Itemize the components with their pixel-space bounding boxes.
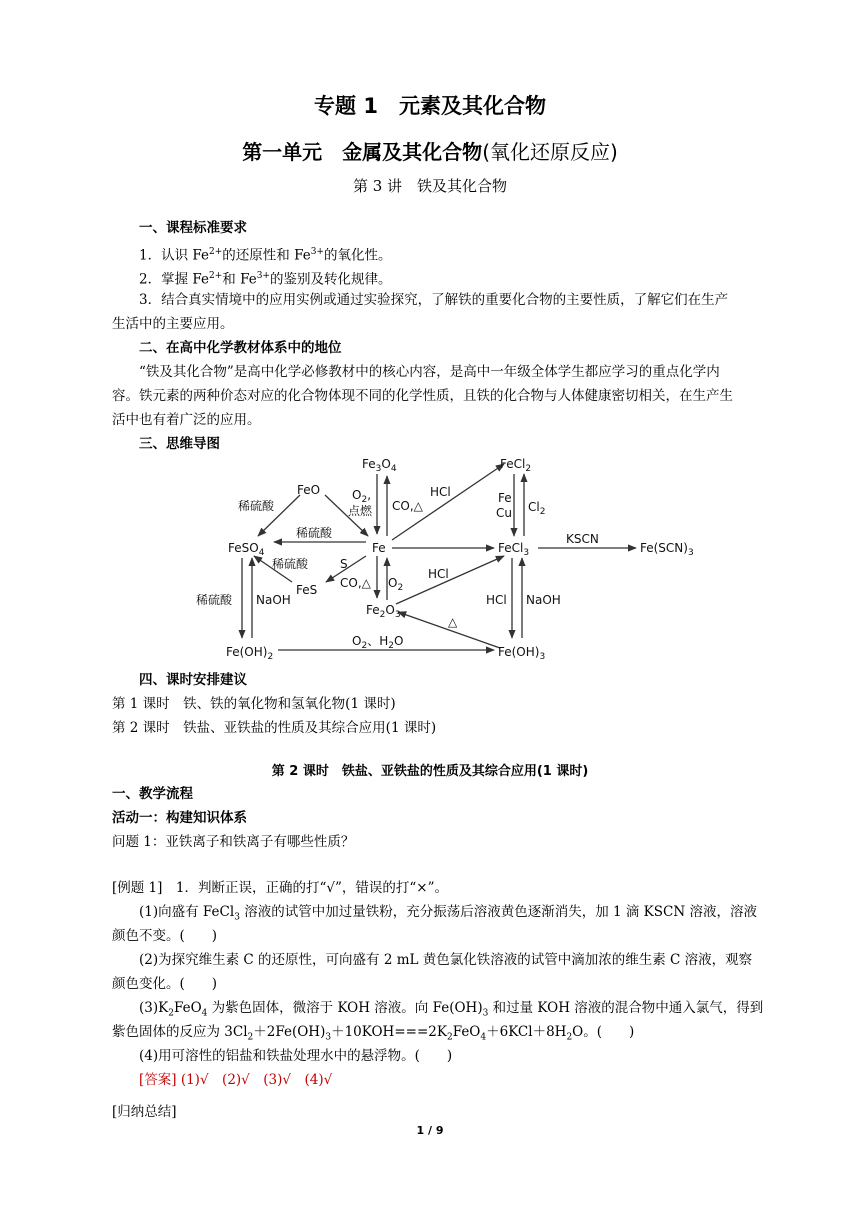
sec2-heading: 二、在高中化学教材体系中的地位 bbox=[139, 340, 342, 356]
sec4-heading: 四、课时安排建议 bbox=[139, 672, 247, 688]
label-dilute-acid-2: 稀硫酸 bbox=[296, 526, 333, 540]
activity-heading: 活动一：构建知识体系 bbox=[112, 810, 247, 826]
unit-title-paren: (氧化还原反应) bbox=[482, 140, 618, 164]
node-fescn3: $Fe(SCN)_3$ bbox=[640, 541, 694, 558]
label-hcl-1: HCl bbox=[430, 485, 451, 499]
label-s: S bbox=[340, 557, 348, 571]
example-q1-line1: (1)向盛有 FeCl$_3$ 溶液的试管中加过量铁粉，充分振荡后溶液黄色逐渐消失，加 1 滴 KSCN 溶液，溶液 bbox=[139, 904, 757, 923]
sec2-line1: “铁及其化合物”是高中化学必修教材中的核心内容，是高中一年级全体学生都应学习的重点化学内 bbox=[139, 364, 720, 380]
node-fe2o3: $Fe_2O_3$ bbox=[366, 603, 401, 620]
question-1: 问题 1：亚铁离子和铁离子有哪些性质？ bbox=[112, 834, 355, 850]
sec1-item3-line2: 生活中的主要应用。 bbox=[112, 316, 234, 332]
label-o2: $O_2$, bbox=[352, 488, 372, 505]
lecture-title: 第 3 讲 铁及其化合物 bbox=[352, 177, 508, 195]
label-o2-b: $O_2$ bbox=[388, 576, 404, 593]
label-dilute-acid-4: 稀硫酸 bbox=[196, 593, 233, 607]
label-heat: △ bbox=[448, 615, 458, 629]
sec4-line2: 第 2 课时 铁盐、亚铁盐的性质及其综合应用(1 课时) bbox=[112, 720, 437, 736]
label-naoh-1: NaOH bbox=[256, 593, 291, 607]
sec4-line1: 第 1 课时 铁、铁的氧化物和氢氧化物(1 课时) bbox=[112, 696, 396, 712]
label-dilute-acid-3: 稀硫酸 bbox=[272, 557, 309, 571]
label-cu-reductant: Cu bbox=[496, 506, 512, 520]
node-fe3o4: $Fe_3O_4$ bbox=[362, 457, 397, 474]
label-dilute-acid-1: 稀硫酸 bbox=[238, 499, 275, 513]
example-q2-line2: 颜色变化。( ) bbox=[112, 976, 218, 992]
topic-title: 专题 1 元素及其化合物 bbox=[314, 94, 546, 118]
node-feoh2: $Fe(OH)_2$ bbox=[226, 645, 274, 662]
example-answer: [答案] (1)√ (2)√ (3)√ (4)√ bbox=[139, 1072, 333, 1088]
sec1-item2: 2．掌握 $Fe^{2+}$和 $Fe^{3+}$的鉴别及转化规律。 bbox=[139, 271, 392, 288]
label-cl2: $Cl_2$ bbox=[528, 500, 546, 517]
unit-title-main: 第一单元 金属及其化合物 bbox=[242, 140, 483, 164]
example-intro: [例题 1] 1．判断正误，正确的打“√”，错误的打“×”。 bbox=[112, 880, 449, 896]
sec2-line2: 容。铁元素的两种价态对应的化合物体现不同的化学性质，且铁的化合物与人体健康密切相关，在生产生 bbox=[112, 388, 733, 404]
example-q1-line2: 颜色不变。( ) bbox=[112, 928, 218, 944]
example-q3-line2: 紫色固体的反应为 $3Cl_2+2Fe(OH)_3+10KOH===2K_2FeO_4+6KCl+8H_2O$。( ) bbox=[112, 1024, 635, 1043]
label-hcl-2: HCl bbox=[428, 567, 449, 581]
node-feo: FeO bbox=[297, 483, 321, 497]
example-q4: (4)用可溶性的铝盐和铁盐处理水中的悬浮物。( ) bbox=[139, 1048, 453, 1064]
node-feoh3: $Fe(OH)_3$ bbox=[498, 645, 546, 662]
example-q2-line1: (2)为探究维生素 C 的还原性，可向盛有 2 mL 黄色氯化铁溶液的试管中滴加浓的维生素 C 溶液，观察 bbox=[139, 952, 753, 968]
label-hcl-3: HCl bbox=[486, 593, 507, 607]
node-feso4: FeSO$_4$ bbox=[228, 541, 265, 558]
sec1-heading: 一、课程标准要求 bbox=[139, 220, 247, 236]
label-o2-h2o: $O_2$、$H_2O$ bbox=[352, 634, 404, 651]
page-number: 1 / 9 bbox=[416, 1124, 444, 1137]
label-co-heat-1: CO,△ bbox=[392, 499, 423, 513]
lesson-title: 第 2 课时 铁盐、亚铁盐的性质及其综合应用(1 课时) bbox=[271, 764, 589, 779]
sec3-heading: 三、思维导图 bbox=[139, 436, 220, 452]
node-fecl3: FeCl$_3$ bbox=[498, 541, 530, 558]
node-fecl2: FeCl$_2$ bbox=[500, 457, 532, 474]
sec2-line3: 活中也有着广泛的应用。 bbox=[112, 412, 261, 428]
flow-heading: 一、教学流程 bbox=[112, 786, 193, 802]
summary-heading: [归纳总结] bbox=[112, 1104, 177, 1120]
label-naoh-2: NaOH bbox=[526, 593, 561, 607]
label-kscn: KSCN bbox=[566, 532, 599, 546]
sec1-item3-line1: 3．结合真实情境中的应用实例或通过实验探究，了解铁的重要化合物的主要性质，了解它们在生产 bbox=[139, 292, 729, 308]
node-fe: Fe bbox=[372, 541, 386, 555]
sec1-item1: 1．认识 $Fe^{2+}$的还原性和 $Fe^{3+}$的氧化性。 bbox=[139, 247, 392, 264]
label-ignite: 点燃 bbox=[348, 504, 373, 518]
label-co-heat-2: CO,△ bbox=[340, 576, 371, 590]
node-fes: FeS bbox=[296, 583, 318, 597]
label-fe-reductant: Fe bbox=[498, 491, 512, 505]
example-q3-line1: $(3)K_2FeO_4$ 为紫色固体，微溶于 KOH 溶液。向 $Fe(OH)_3$ 和过量 KOH 溶液的混合物中通入氯气，得到 bbox=[139, 1000, 764, 1019]
